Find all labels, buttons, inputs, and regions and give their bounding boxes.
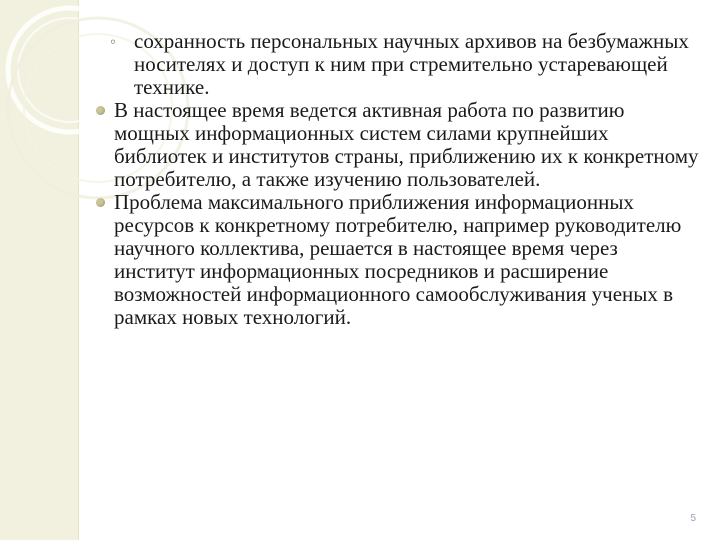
- sub-item-text: сохранность персональных научных архивов на безбумажных носителях и доступ к ним при стремительно устаревающей технике.: [134, 29, 689, 99]
- bullet-item: [114, 191, 702, 329]
- filled-circle-bullet-icon: [96, 198, 105, 207]
- hollow-circle-bullet-icon: ◦: [110, 32, 117, 51]
- side-panel: [0, 0, 79, 540]
- slide-content: [96, 30, 702, 329]
- sub-bullet-item: [110, 29, 702, 99]
- slide-number: 5: [690, 513, 696, 524]
- bullet-item-text: Проблема максимального приближения информационных ресурсов к конкретному потребителю, например руководителю научного коллектива, решается в настоящее время через институт информационных посредников и расширение возможностей информационного самообслуживания ученых в рамках новых технологий.: [114, 190, 682, 329]
- filled-circle-bullet-icon: [96, 106, 105, 115]
- bullet-item-text: В настоящее время ведется активная работа по развитию мощных информационных систем силами крупнейших библиотек и институтов страны, приближению их к конкретному потребителю, а также изучению пользователей.: [114, 98, 699, 191]
- bullet-item: [114, 99, 702, 191]
